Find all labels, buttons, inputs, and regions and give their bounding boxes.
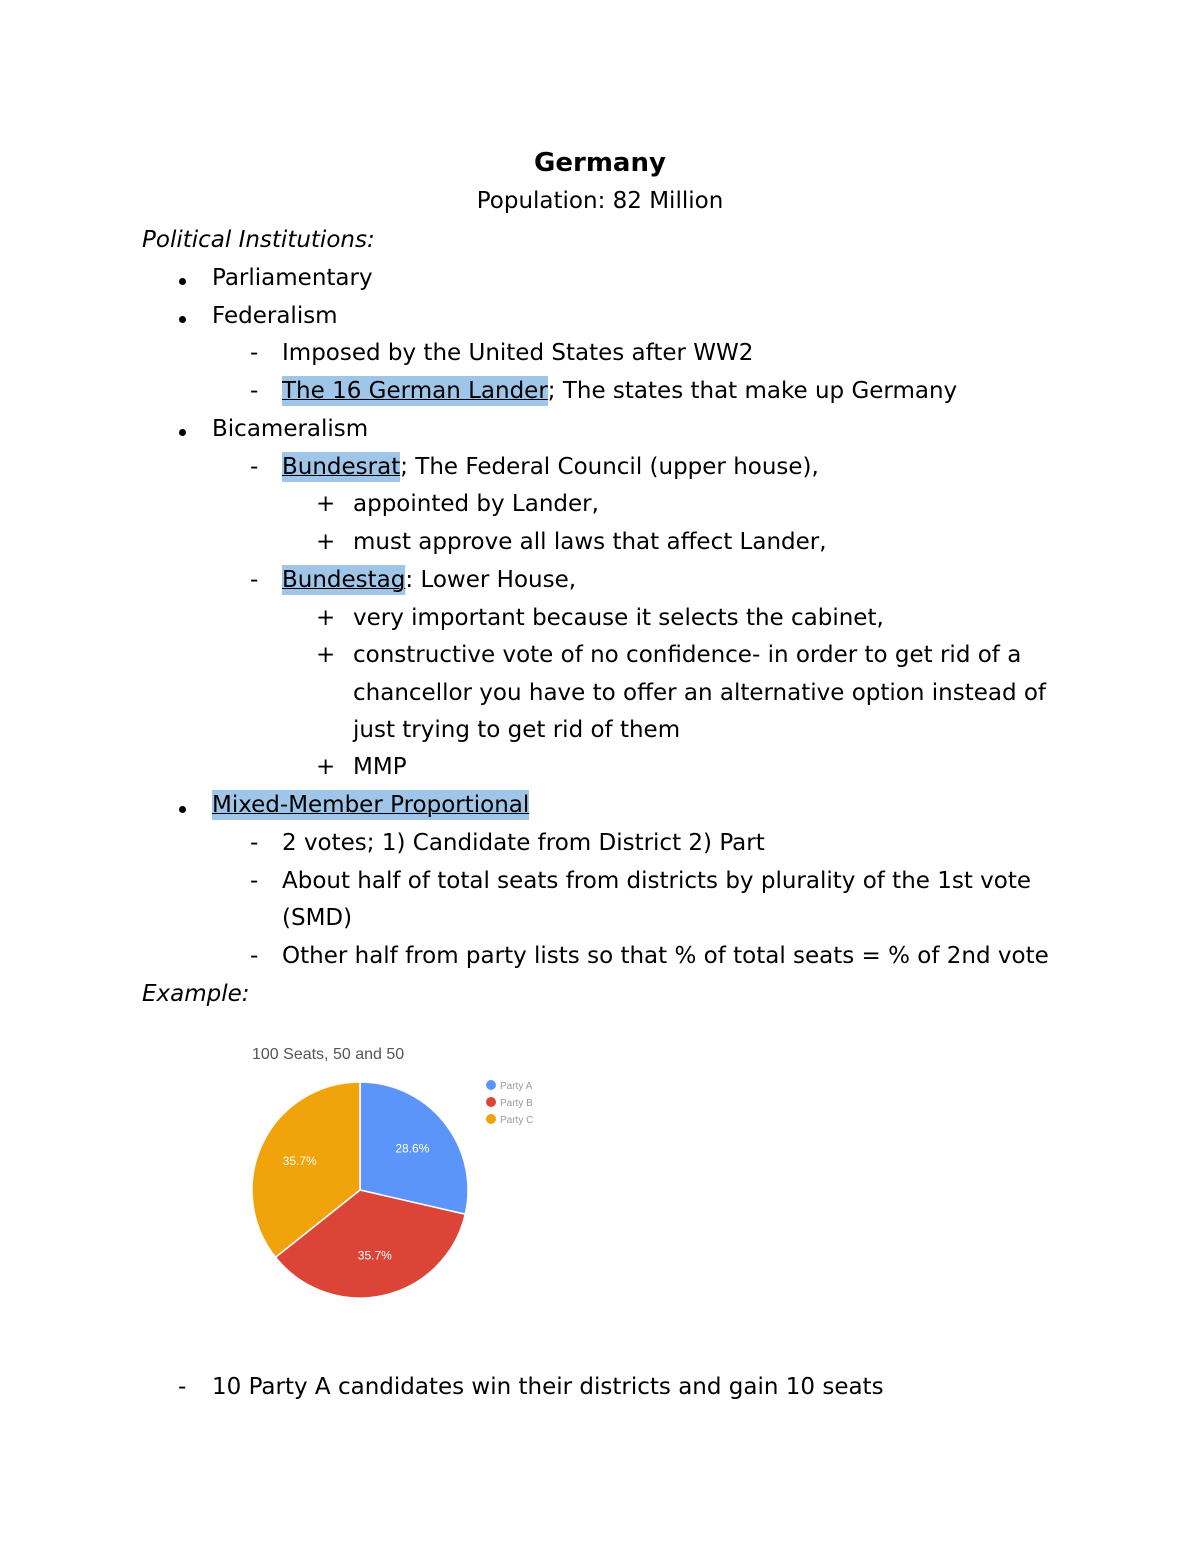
pie-slice-label: 35.7% [357,1248,392,1263]
dash-marker: - [250,943,259,969]
pie-slice-label: 35.7% [282,1153,317,1168]
highlight-lander: The 16 German Lander [282,378,548,404]
legend-swatch [486,1114,496,1124]
lander-description: ; The states that make up Germany [547,378,958,404]
dash-marker: - [250,830,259,856]
highlight-bundesrat: Bundesrat [282,454,401,480]
dash-marker: - [250,868,259,894]
dash-marker: - [178,1374,187,1400]
list-item-federalism-lander [282,375,957,407]
bullet-icon [179,316,186,323]
plus-marker: + [316,529,336,555]
list-item-bundestag [282,564,576,596]
list-item-parliamentary: Parliamentary [212,265,373,291]
list-item-constructive-vote-line2: chancellor you have to offer an alternative option instead of [353,680,1047,706]
plus-marker: + [316,605,336,631]
dash-marker: - [250,378,259,404]
legend-label: Party C [500,1115,534,1126]
list-item-bundestag-cabinet: very important because it selects the cabinet, [353,605,884,631]
dash-marker: - [250,454,259,480]
pie-slice-label: 28.6% [395,1141,430,1156]
list-item-constructive-vote-line1: constructive vote of no confidence- in order to get rid of a [353,642,1022,668]
population-line: Population: 82 Million [476,188,724,214]
page-title: Germany [534,148,666,178]
list-item-mmp-party-lists: Other half from party lists so that % of total seats = % of 2nd vote [282,943,1049,969]
legend-swatch [486,1080,496,1090]
legend-label: Party A [500,1081,533,1092]
list-item-mmp-districts-line1: About half of total seats from districts by plurality of the 1st vote [282,868,1032,894]
bullet-icon [179,429,186,436]
plus-marker: + [316,754,336,780]
list-item-bicameralism: Bicameralism [212,416,369,442]
dash-marker: - [250,567,259,593]
example-heading: Example: [142,981,250,1007]
list-item-constructive-vote-line3: just trying to get rid of them [353,717,681,743]
pie-chart [240,1035,600,1310]
dash-marker: - [250,340,259,366]
chart-title: 100 Seats, 50 and 50 [252,1046,405,1063]
bundesrat-description: ; The Federal Council (upper house), [400,454,819,480]
highlight-bundestag: Bundestag [282,567,406,593]
list-item-mmp [212,789,529,821]
plus-marker: + [316,491,336,517]
list-item-mmp-votes: 2 votes; 1) Candidate from District 2) Part [282,830,765,856]
list-item-mmp-short: MMP [353,754,407,780]
highlight-mmp: Mixed-Member Proportional [212,792,530,818]
list-item-bundesrat-approve: must approve all laws that affect Lander, [353,529,827,555]
bullet-icon [179,278,186,285]
list-item-federalism: Federalism [212,303,338,329]
list-item-bundesrat [282,451,819,483]
list-item-bundesrat-appointed: appointed by Lander, [353,491,599,517]
legend-swatch [486,1097,496,1107]
bullet-icon [179,806,186,813]
legend-label: Party B [500,1098,533,1109]
bundestag-description: : Lower House, [405,567,577,593]
list-item-mmp-districts-line2: (SMD) [282,905,353,931]
section-heading: Political Institutions: [142,227,375,253]
list-item-federalism-imposed: Imposed by the United States after WW2 [282,340,754,366]
footer-line: 10 Party A candidates win their districts and gain 10 seats [212,1374,884,1400]
plus-marker: + [316,642,336,668]
